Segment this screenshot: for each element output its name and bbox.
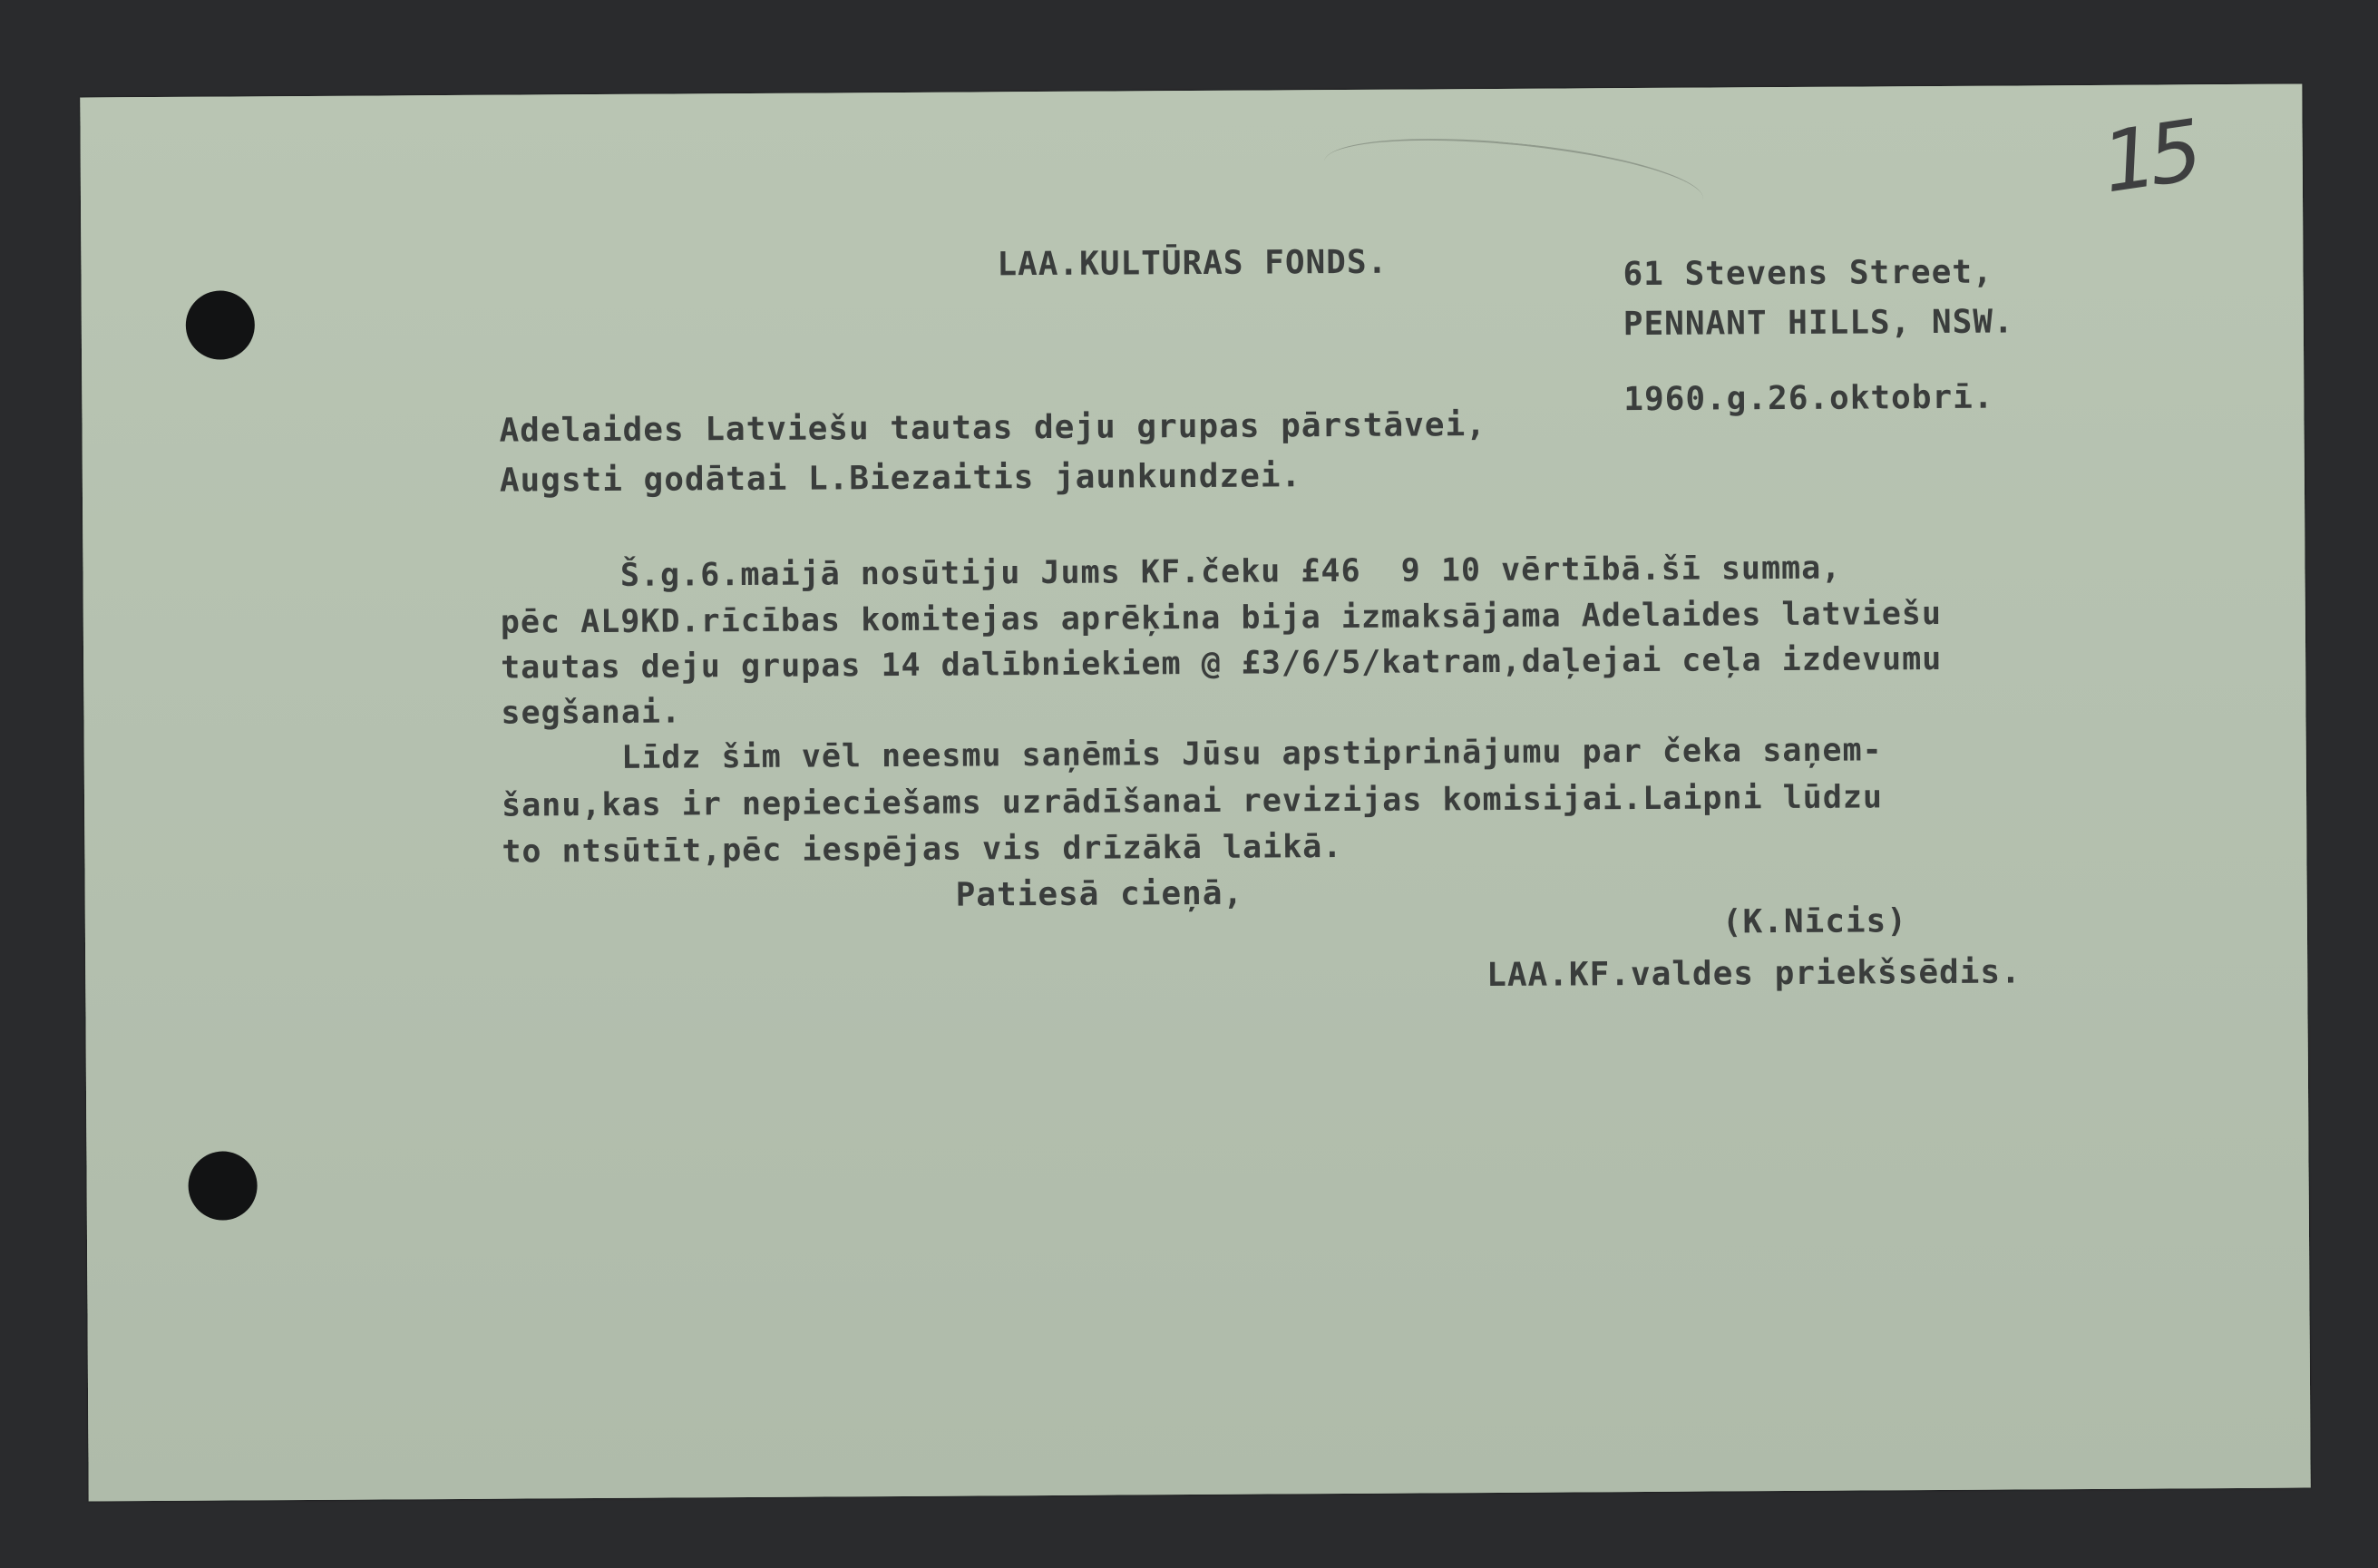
signature: (K.Nīcis) <box>1721 902 1908 941</box>
body-line: Līdz šim vēl neesmu saņēmis Jūsu apstiprinājumu par čeka saņem- <box>501 732 1883 777</box>
letter-date: 1960.g.26.oktobrī. <box>1623 378 1994 419</box>
body-line: pēc AL9KD.rīcības komitejas aprēķina bija izmaksājama Adelaides latviešu <box>500 595 1943 641</box>
punch-hole-top <box>186 290 255 359</box>
body-line: tautas deju grupas 14 dalībniekiem @ £3/6/5/katram,daļejai ceļa izdevumu <box>501 640 1943 687</box>
body-line: segšanai. <box>501 694 682 732</box>
address-line-1: 61 Stevens Street, <box>1623 253 1993 294</box>
address-line-2: PENNANT HILLS, NSW. <box>1623 303 2014 344</box>
body-line: to ntsūtīt,pēc iespējas vis drīzākā laikā. <box>502 829 1343 871</box>
folio-number: 15 <box>2096 102 2202 212</box>
recipient-line-2: Augsti godātai L.Biezaitis jaunkundzei. <box>499 457 1302 500</box>
pencil-mark <box>1321 124 1707 236</box>
signer-title: LAA.KF.valdes priekšsēdis. <box>1486 953 2022 995</box>
recipient-line-1: Adelaides Latviešu tautas deju grupas pārstāvei, <box>499 406 1486 450</box>
punch-hole-bottom <box>188 1151 257 1220</box>
closing: Patiesā cieņā, <box>955 874 1244 914</box>
letter-sheet <box>80 84 2310 1502</box>
body-line: šanu,kas ir nepieciešams uzrādīšanai revizijas komisijai.Laipni lūdzu <box>501 779 1884 824</box>
letterhead-title: LAA.KULTŪRAS FONDS. <box>997 243 1389 284</box>
body-line: Š.g.6.maijā nosūtiju Jums KF.čeku £46 9 10 vērtībā.šī summa, <box>500 550 1842 595</box>
